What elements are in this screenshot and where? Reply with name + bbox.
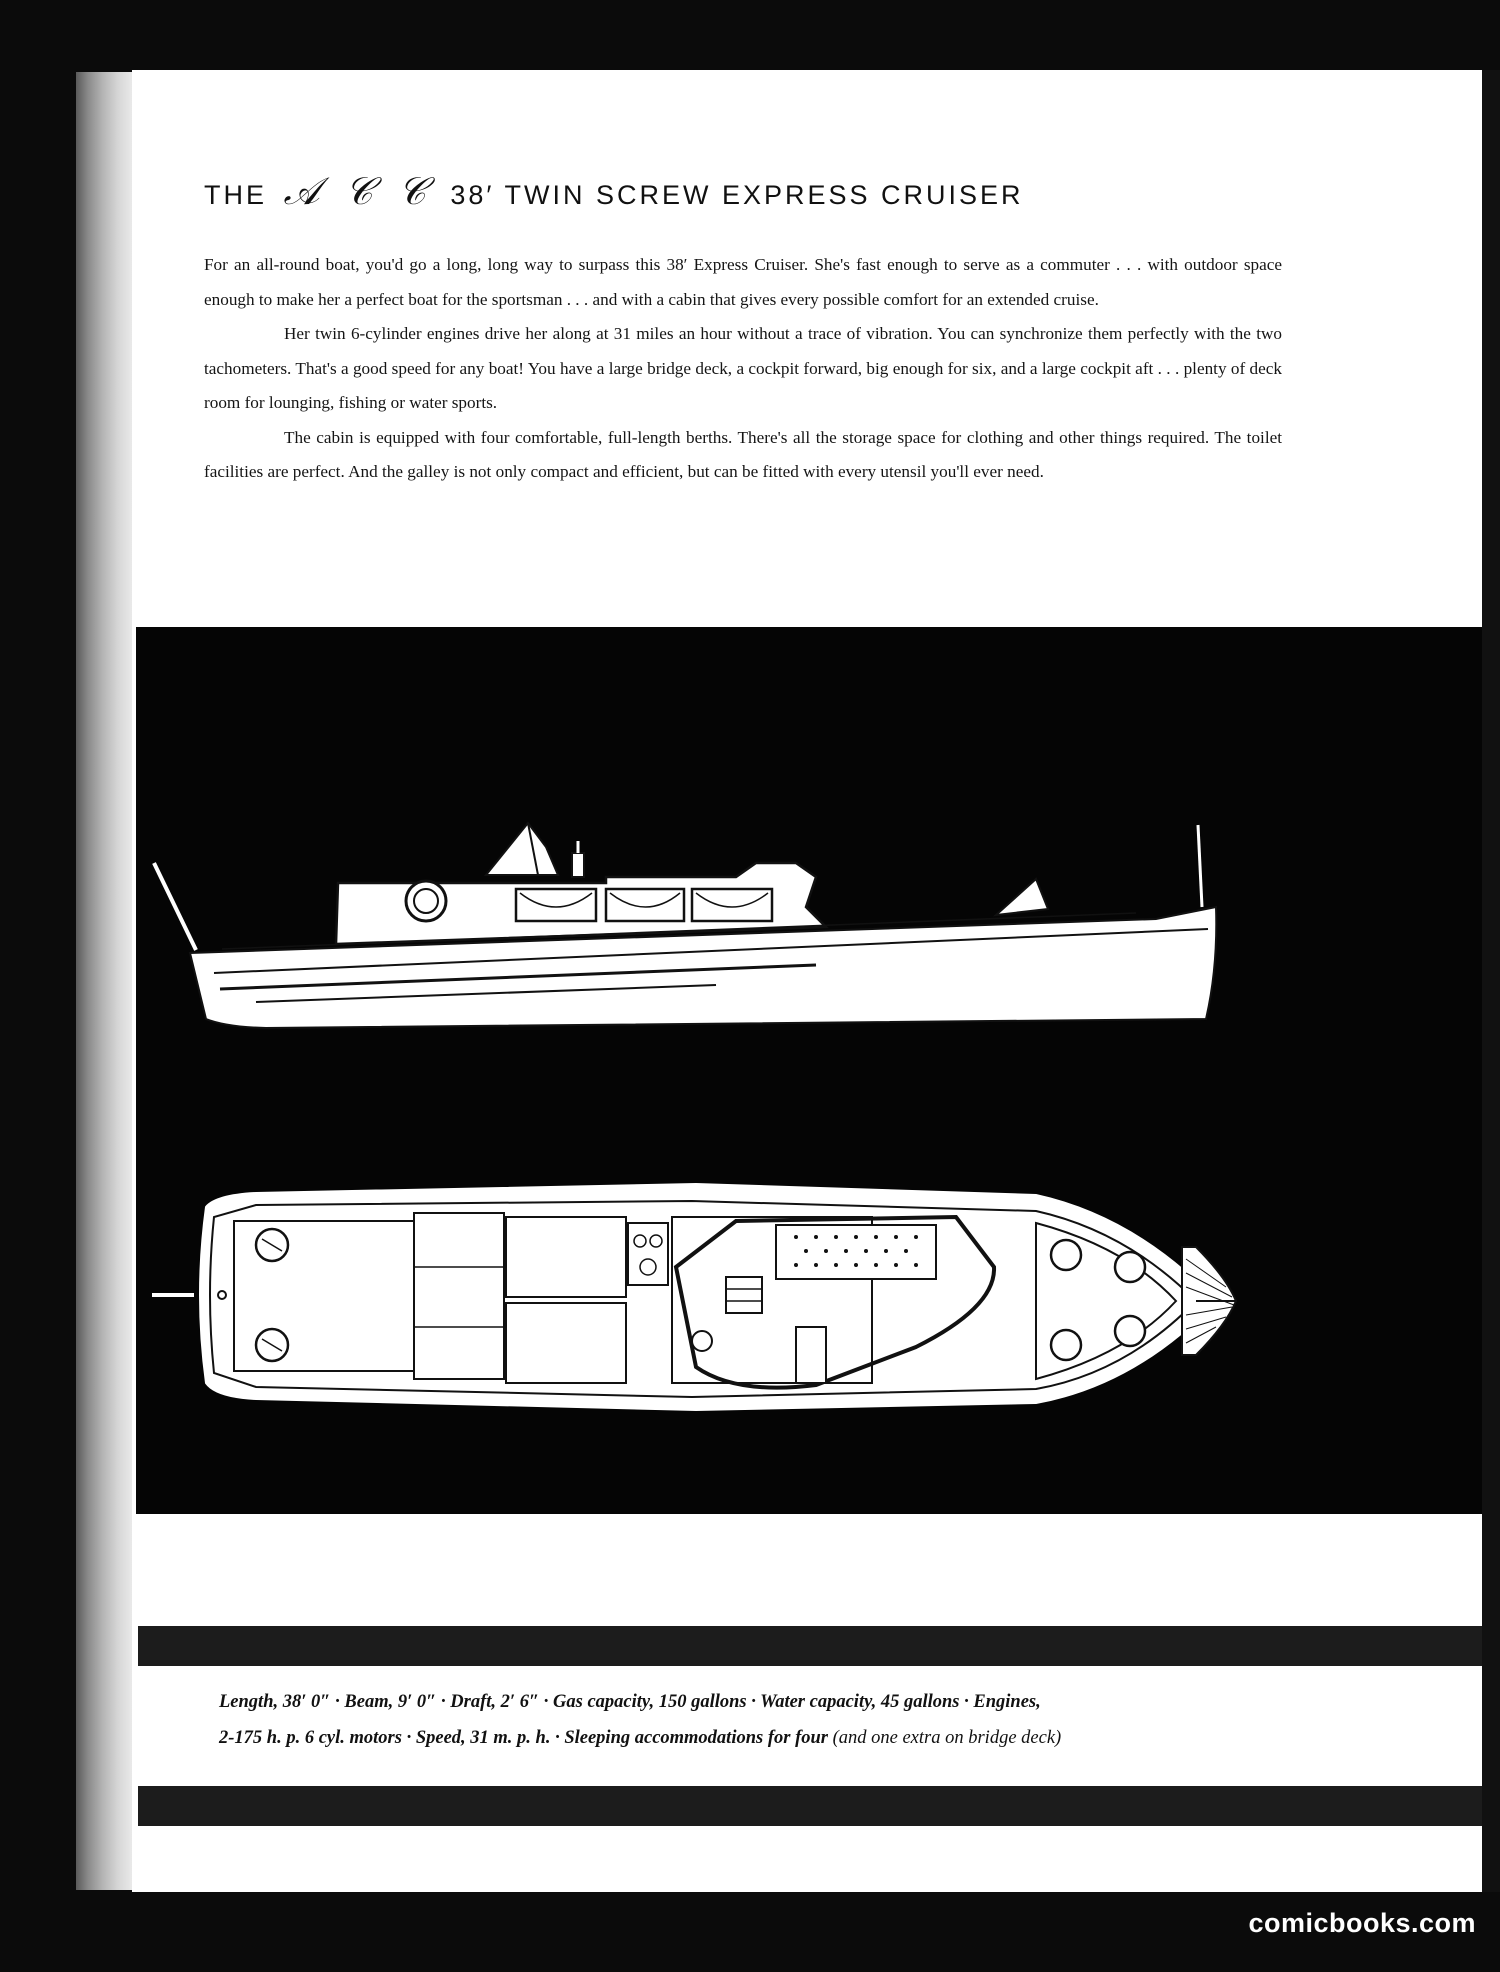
specs-line-2 — [219, 1720, 1419, 1756]
monogram-logo: 𝒜 𝒞 𝒞 — [283, 171, 434, 213]
drawings-svg — [136, 627, 1482, 1514]
brochure-page — [132, 70, 1482, 1892]
body-text — [204, 248, 1282, 490]
paragraph-cabin: The cabin is equipped with four comfortable, full-length berths. There's all the storage space for clothing and other things required. The toilet facilities are perfect. And the galley is not only compact and efficient, but can be fitted with every utensil you'll ever need. — [204, 427, 1282, 481]
page-edges — [76, 72, 136, 1890]
specs-line-2-note: (and one extra on bridge deck) — [832, 1728, 1062, 1748]
page-gutter — [1482, 70, 1500, 1892]
paragraph-intro: For an all-round boat, you'd go a long, long way to surpass this 38′ Express Cruiser. She's fast enough to serve as a commuter . . . with outdoor space enough to make her a perfect boat for the sportsman . . . and with a cabin that gives every possible comfort for an extended cruise. — [204, 255, 1282, 309]
title-prefix: THE — [204, 180, 267, 210]
stripe-top — [138, 1626, 1482, 1666]
boat-profile-icon — [154, 823, 1216, 1028]
boat-deck-plan-icon — [152, 1184, 1236, 1410]
page-title — [204, 170, 1404, 214]
specs-line-1: Length, 38′ 0″ · Beam, 9′ 0″ · Draft, 2′ 6″ · Gas capacity, 150 gallons · Water capacity, 45 gallons · Engines, — [219, 1692, 1041, 1712]
specifications — [219, 1684, 1419, 1756]
stripe-bottom — [138, 1786, 1482, 1826]
title-suffix: 38′ TWIN SCREW EXPRESS CRUISER — [450, 180, 1024, 210]
specs-line-2-main: 2-175 h. p. 6 cyl. motors · Speed, 31 m. p. h. · Sleeping accommodations for four — [219, 1728, 833, 1748]
watermark: comicbooks.com — [1248, 1908, 1476, 1938]
drawing-panel — [136, 627, 1482, 1514]
paragraph-engines: Her twin 6-cylinder engines drive her along at 31 miles an hour without a trace of vibration. You can synchronize them perfectly with the two tachometers. That's a good speed for any boat! You have a large bridge deck, a cockpit forward, big enough for six, and a large cockpit aft . . . plenty of deck room for lounging, fishing or water sports. — [204, 324, 1282, 412]
